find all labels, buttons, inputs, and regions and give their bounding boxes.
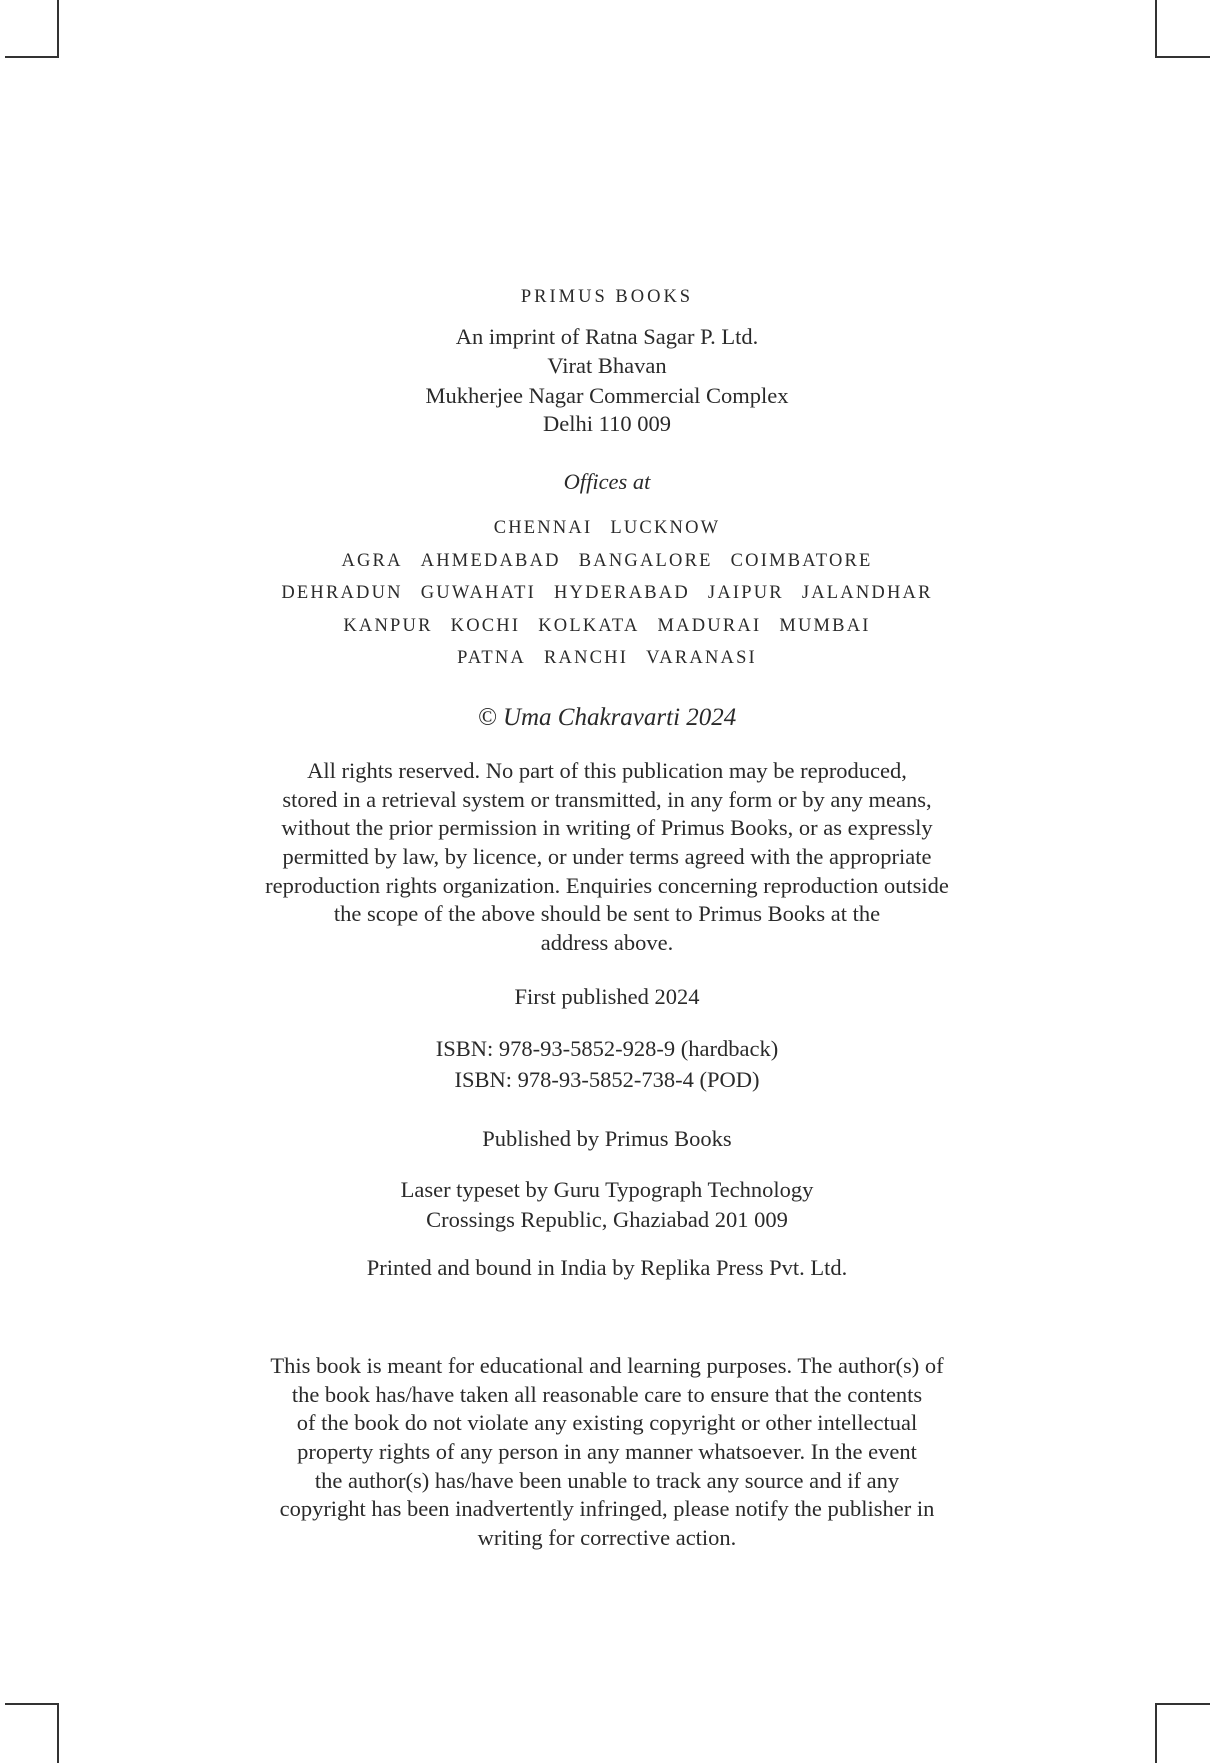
crop-mark-top-left-v xyxy=(57,0,59,57)
crop-mark-top-right-v xyxy=(1155,0,1157,57)
disclaimer-line: property rights of any person in any manner whatsoever. In the event xyxy=(297,1439,917,1464)
office-city: LUCKNOW xyxy=(610,518,721,538)
address-line: An imprint of Ratna Sagar P. Ltd. xyxy=(455,324,759,349)
crop-mark-bottom-left-v xyxy=(57,1703,59,1763)
rights-line: address above. xyxy=(540,930,674,955)
rights-line: without the prior permission in writing of Primus Books, or as expressly xyxy=(281,815,933,840)
disclaimer-line: This book is meant for educational and learning purposes. The author(s) of xyxy=(270,1353,944,1378)
printed-by: Printed and bound in India by Replika Press Pvt. Ltd. xyxy=(366,1255,848,1280)
rights-line: stored in a retrieval system or transmitted, in any form or by any means, xyxy=(282,787,932,812)
rights-line: permitted by law, by licence, or under terms agreed with the appropriate xyxy=(282,844,932,869)
office-city: AGRA xyxy=(341,551,403,571)
publisher-name: PRIMUS BOOKS xyxy=(520,287,694,307)
disclaimer-line: copyright has been inadvertently infringed, please notify the publisher in xyxy=(279,1496,935,1521)
published-by: Published by Primus Books xyxy=(482,1126,732,1151)
first-published: First published 2024 xyxy=(514,984,700,1009)
office-city: DEHRADUN xyxy=(281,583,403,603)
office-row xyxy=(0,514,1214,542)
office-city: RANCHI xyxy=(543,648,629,668)
office-row xyxy=(0,579,1214,607)
office-city: MUMBAI xyxy=(779,616,871,636)
office-city: COIMBATORE xyxy=(730,551,873,571)
typeset-line: Crossings Republic, Ghaziabad 201 009 xyxy=(426,1207,788,1232)
office-row xyxy=(0,547,1214,575)
crop-mark-top-left-h xyxy=(5,56,59,58)
address-line: Delhi 110 009 xyxy=(543,411,671,436)
isbn-hardback: ISBN: 978-93-5852-928-9 (hardback) xyxy=(435,1036,779,1061)
disclaimer-line: of the book do not violate any existing copyright or other intellectual xyxy=(296,1410,918,1435)
office-city: GUWAHATI xyxy=(420,583,536,603)
copyright-line: © Uma Chakravarti 2024 xyxy=(477,704,737,731)
office-city: VARANASI xyxy=(646,648,757,668)
office-row xyxy=(0,612,1214,640)
disclaimer-line: the book has/have taken all reasonable care to ensure that the contents xyxy=(291,1382,923,1407)
office-city: KOCHI xyxy=(450,616,521,636)
office-row xyxy=(0,644,1214,672)
office-city: HYDERABAD xyxy=(553,583,690,603)
office-city: JALANDHAR xyxy=(801,583,933,603)
office-city: CHENNAI xyxy=(493,518,593,538)
office-city: KOLKATA xyxy=(538,616,640,636)
address-line: Mukherjee Nagar Commercial Complex xyxy=(425,383,789,408)
office-city: PATNA xyxy=(457,648,526,668)
office-city: KANPUR xyxy=(343,616,433,636)
disclaimer-line: writing for corrective action. xyxy=(477,1525,737,1550)
address-line: Virat Bhavan xyxy=(547,353,667,378)
office-city: AHMEDABAD xyxy=(420,551,561,571)
crop-mark-bottom-right-v xyxy=(1155,1703,1157,1763)
offices-heading: Offices at xyxy=(563,469,651,494)
isbn-pod: ISBN: 978-93-5852-738-4 (POD) xyxy=(454,1067,760,1092)
rights-line: reproduction rights organization. Enquiries concerning reproduction outside xyxy=(265,873,949,898)
crop-mark-top-right-h xyxy=(1155,56,1210,58)
rights-line: the scope of the above should be sent to Primus Books at the xyxy=(333,901,881,926)
crop-mark-bottom-left-h xyxy=(5,1703,59,1705)
crop-mark-bottom-right-h xyxy=(1155,1703,1210,1705)
typeset-line: Laser typeset by Guru Typograph Technology xyxy=(400,1177,814,1202)
office-city: MADURAI xyxy=(657,616,762,636)
disclaimer-line: the author(s) has/have been unable to track any source and if any xyxy=(314,1468,900,1493)
office-city: BANGALORE xyxy=(578,551,713,571)
rights-line: All rights reserved. No part of this publication may be reproduced, xyxy=(307,758,907,783)
office-city: JAIPUR xyxy=(707,583,784,603)
